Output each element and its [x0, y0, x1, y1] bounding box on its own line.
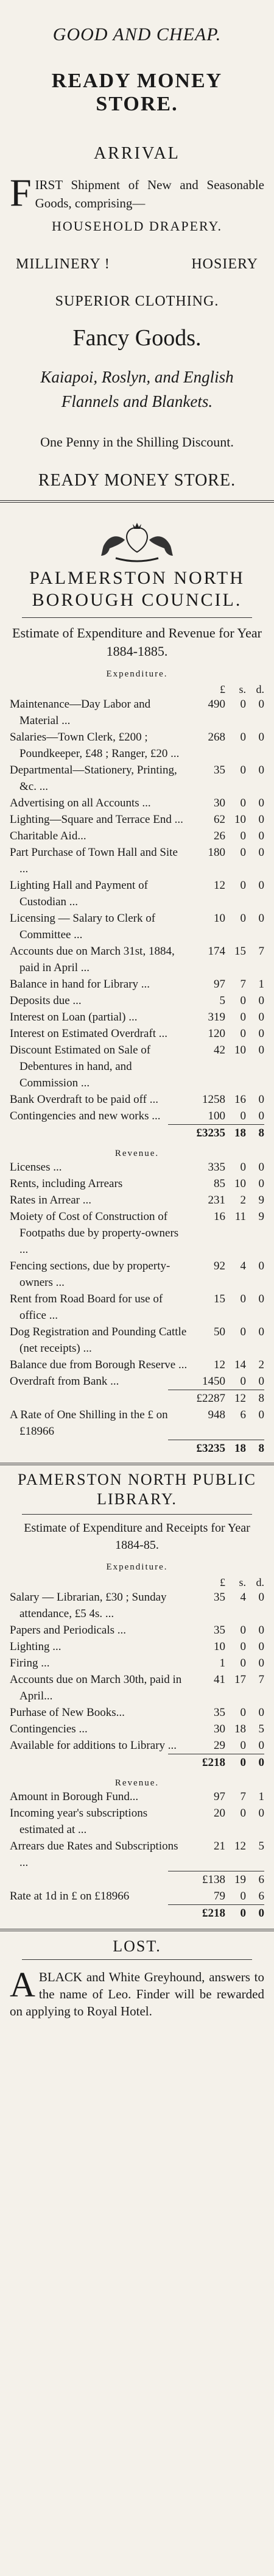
library-estimate	[10, 1470, 264, 1921]
pence-cell: 0	[258, 1326, 264, 1338]
shillings-cell: 0	[240, 1027, 246, 1040]
subtotal-pounds: £2287	[196, 1392, 225, 1405]
table-row	[10, 1091, 264, 1108]
shillings-cell: 0	[240, 994, 246, 1007]
pence-cell: 1	[258, 1790, 264, 1803]
table-row	[10, 992, 264, 1009]
library-subtitle: Estimate of Expenditure and Receipts for Year 1884-85.	[24, 1521, 250, 1552]
pounds-cell: 1258	[202, 1093, 225, 1106]
first-shipment-body: IRST Shipment of New and Seasonable Goods, comprising—	[35, 178, 264, 210]
total-pence: 8	[258, 1127, 264, 1139]
pence-cell: 0	[258, 1375, 264, 1388]
pounds-cell: 1	[219, 1657, 225, 1670]
shillings-cell: 0	[240, 1326, 246, 1338]
table-row	[10, 1009, 264, 1025]
row-label: Purhase of New Books...	[10, 1706, 125, 1719]
shillings-cell: 0	[240, 797, 246, 809]
pounds-cell: 10	[214, 912, 225, 925]
table-row	[10, 1192, 264, 1208]
subtotal-shillings: 19	[234, 1873, 246, 1886]
pounds-cell: 62	[214, 813, 225, 826]
pence-header: d.	[256, 1576, 264, 1588]
council-subtitle: Estimate of Expenditure and Revenue for Year 1884-1885.	[12, 625, 262, 659]
pence-cell: 0	[258, 1591, 264, 1604]
library-revenue-heading: Revenue.	[114, 1778, 160, 1788]
total-pounds: £3235	[196, 1127, 225, 1139]
revenue-total-row	[10, 1440, 264, 1457]
pounds-cell: 100	[208, 1110, 225, 1122]
pounds-cell: 268	[208, 731, 225, 744]
row-label: Rent from Road Board for use of office ...	[10, 1293, 163, 1322]
row-label: Salary — Librarian, £30 ; Sunday attendance, £5 4s. ...	[10, 1591, 167, 1620]
row-label: Contingencies and new works ...	[10, 1110, 161, 1122]
shillings-cell: 17	[234, 1673, 246, 1686]
shillings-cell: 11	[234, 1210, 246, 1223]
pounds-cell: 180	[208, 846, 225, 859]
council-title: PALMERSTON NORTH BOROUGH COUNCIL.	[29, 568, 245, 610]
row-label: Bank Overdraft to be paid off ...	[10, 1093, 158, 1106]
coat-of-arms-icon	[91, 522, 183, 563]
row-label: Available for additions to Library ...	[10, 1739, 177, 1752]
table-row	[10, 1838, 264, 1871]
rate-pence: 6	[258, 1890, 264, 1903]
row-label: Firing ...	[10, 1657, 50, 1670]
row-label: Balance due from Borough Reserve ...	[10, 1358, 188, 1371]
shillings-cell: 0	[240, 1640, 246, 1653]
pence-cell: 0	[258, 830, 264, 842]
pounds-cell: 92	[214, 1260, 225, 1272]
row-label: Fencing sections, due by property-owners ...	[10, 1260, 170, 1289]
drop-cap: F	[10, 171, 32, 214]
table-row	[10, 828, 264, 844]
revenue-total-pounds: £218	[202, 1907, 225, 1920]
row-label: Arrears due Rates and Subscriptions ...	[10, 1840, 178, 1869]
shillings-cell: 0	[240, 1706, 246, 1719]
shillings-cell: 14	[234, 1358, 246, 1371]
shillings-cell: 7	[240, 1790, 246, 1803]
shillings-cell: 0	[240, 879, 246, 892]
pounds-cell: 42	[214, 1044, 225, 1057]
shillings-cell: 0	[240, 912, 246, 925]
revenue-total-pence: 0	[258, 1907, 264, 1920]
household-drapery: HOUSEHOLD DRAPERY.	[51, 218, 223, 234]
table-row	[10, 1025, 264, 1042]
shillings-cell: 0	[240, 1161, 246, 1174]
lost-heading: LOST.	[113, 1937, 161, 1955]
pounds-cell: 5	[219, 994, 225, 1007]
millinery-label: MILLINERY !	[16, 256, 110, 272]
rate-label: A Rate of One Shilling in the £ on £18966	[10, 1408, 168, 1438]
library-revenue-total	[10, 1905, 264, 1921]
library-rate-row	[10, 1888, 264, 1904]
council-revenue-table	[10, 1159, 264, 1390]
superior-clothing: SUPERIOR CLOTHING.	[55, 293, 219, 309]
pence-cell: 0	[258, 1640, 264, 1653]
pence-header: d.	[256, 683, 264, 695]
shillings-cell: 0	[240, 1624, 246, 1637]
row-label: Lighting Hall and Payment of Custodian ...	[10, 879, 148, 908]
shillings-header: s.	[239, 1576, 246, 1588]
table-row	[10, 1175, 264, 1192]
row-label: Rents, including Arrears	[10, 1177, 123, 1190]
title-rule	[22, 617, 252, 618]
lost-text	[10, 1965, 264, 2020]
row-label: Deposits due ...	[10, 994, 82, 1007]
table-row	[10, 795, 264, 811]
row-label: Departmental—Stationery, Printing, &c. ...	[10, 764, 177, 793]
pence-cell: 0	[258, 1260, 264, 1272]
table-row	[10, 1737, 264, 1754]
pounds-cell: 15	[214, 1293, 225, 1305]
revenue-subtotal-row	[10, 1390, 264, 1407]
row-label: Lighting—Square and Terrace End ...	[10, 813, 183, 826]
pence-cell: 0	[258, 1739, 264, 1752]
pence-cell: 0	[258, 1011, 264, 1024]
shillings-cell: 10	[234, 1044, 246, 1057]
table-row	[10, 729, 264, 762]
title-rule	[22, 1514, 252, 1515]
ad-headline: GOOD AND CHEAP.	[52, 24, 222, 45]
pounds-cell: 16	[214, 1210, 225, 1223]
row-label: Interest on Estimated Overdraft ...	[10, 1027, 168, 1040]
table-row	[10, 811, 264, 828]
discount-line: One Penny in the Shilling Discount.	[40, 434, 234, 450]
table-row	[10, 1589, 264, 1622]
shillings-cell: 10	[234, 813, 246, 826]
heading-rule	[22, 1959, 252, 1960]
library-title: PAMERSTON NORTH PUBLIC LIBRARY.	[17, 1471, 257, 1508]
library-expenditure-heading: Expenditure.	[106, 1562, 168, 1572]
council-expenditure-table	[10, 696, 264, 1124]
table-row	[10, 1638, 264, 1655]
table-row	[10, 1805, 264, 1838]
pounds-cell: 120	[208, 1027, 225, 1040]
row-label: Interest on Loan (partial) ...	[10, 1011, 138, 1024]
pence-cell: 1	[258, 978, 264, 991]
library-expenditure-total	[10, 1754, 264, 1771]
row-label: Rates in Arrear ...	[10, 1194, 92, 1207]
pounds-cell: 97	[214, 978, 225, 991]
pence-cell: 9	[258, 1194, 264, 1207]
ready-money-store-ad	[10, 0, 264, 490]
pence-cell: 0	[258, 1177, 264, 1190]
row-label: Charitable Aid...	[10, 830, 86, 842]
store-name: READY MONEY STORE.	[51, 70, 223, 115]
revenue-total-pounds: £3235	[196, 1442, 225, 1455]
table-row	[10, 1042, 264, 1091]
pence-cell: 0	[258, 912, 264, 925]
lost-notice	[10, 1937, 264, 2020]
pounds-cell: 12	[214, 879, 225, 892]
row-label: Incoming year's subscriptions estimated at ...	[10, 1807, 148, 1836]
table-row	[10, 1291, 264, 1324]
table-row	[10, 910, 264, 943]
row-label: Accounts due on March 31st, 1884, paid in April ...	[10, 945, 175, 974]
shillings-cell: 0	[240, 1739, 246, 1752]
subtotal-pence: 6	[258, 1873, 264, 1886]
section-divider	[0, 1463, 274, 1465]
row-label: Maintenance—Day Labor and Material ...	[10, 698, 151, 727]
pence-cell: 0	[258, 1706, 264, 1719]
pence-cell: 0	[258, 813, 264, 826]
currency-header	[10, 1576, 264, 1589]
shillings-cell: 0	[240, 1375, 246, 1388]
revenue-heading: Revenue.	[114, 1149, 160, 1158]
pence-cell: 7	[258, 945, 264, 958]
library-expenditure-table	[10, 1589, 264, 1754]
shillings-cell: 4	[240, 1260, 246, 1272]
pounds-header: £	[220, 683, 225, 695]
pounds-cell: 35	[214, 764, 225, 777]
pence-cell: 5	[258, 1723, 264, 1735]
pounds-cell: 335	[208, 1161, 225, 1174]
table-row	[10, 1671, 264, 1704]
table-row	[10, 762, 264, 795]
shillings-cell: 4	[240, 1591, 246, 1604]
pounds-cell: 85	[214, 1177, 225, 1190]
shillings-cell: 2	[240, 1194, 246, 1207]
row-label: Licenses ...	[10, 1161, 62, 1174]
rate-shillings: 0	[240, 1890, 246, 1903]
rate-pounds: 948	[208, 1408, 225, 1421]
table-row	[10, 1357, 264, 1373]
shillings-cell: 0	[240, 1011, 246, 1024]
row-label: Accounts due on March 30th, paid in April...	[10, 1673, 182, 1702]
pence-cell: 5	[258, 1840, 264, 1853]
pence-cell: 0	[258, 731, 264, 744]
pounds-cell: 21	[214, 1840, 225, 1853]
pounds-cell: 231	[208, 1194, 225, 1207]
store-name-footer: READY MONEY STORE.	[38, 471, 236, 490]
row-label: Papers and Periodicals ...	[10, 1624, 127, 1637]
table-row	[10, 844, 264, 877]
row-label: Advertising on all Accounts ...	[10, 797, 151, 809]
pounds-cell: 490	[208, 698, 225, 711]
pounds-header: £	[220, 1576, 225, 1588]
row-label: Moiety of Cost of Construction of Footpaths due by property-owners ...	[10, 1210, 179, 1256]
rate-label: Rate at 1d in £ on £18966	[10, 1890, 130, 1903]
pence-cell: 0	[258, 1624, 264, 1637]
subtotal-shillings: 12	[234, 1392, 246, 1405]
hosiery-label: HOSIERY	[191, 256, 258, 272]
shillings-header: s.	[239, 683, 246, 695]
shillings-cell: 0	[240, 764, 246, 777]
pence-cell: 0	[258, 1807, 264, 1820]
pence-cell: 0	[258, 846, 264, 859]
rate-pounds: 79	[214, 1890, 225, 1903]
pounds-cell: 20	[214, 1807, 225, 1820]
row-label: Amount in Borough Fund...	[10, 1790, 139, 1803]
currency-header	[10, 683, 264, 696]
row-label: Part Purchase of Town Hall and Site ...	[10, 846, 178, 875]
council-estimate	[10, 567, 264, 1457]
table-row	[10, 1622, 264, 1638]
shillings-cell: 7	[240, 978, 246, 991]
table-row	[10, 1108, 264, 1124]
pounds-cell: 35	[214, 1591, 225, 1604]
table-row	[10, 1655, 264, 1671]
pounds-cell: 1450	[202, 1375, 225, 1388]
table-row	[10, 1208, 264, 1258]
revenue-total-shillings: 0	[240, 1907, 246, 1920]
table-row	[10, 1324, 264, 1357]
fancy-goods: Fancy Goods.	[72, 325, 202, 351]
shillings-cell: 0	[240, 830, 246, 842]
row-label: Contingencies ...	[10, 1723, 88, 1735]
expenditure-heading: Expenditure.	[106, 669, 168, 679]
pounds-cell: 174	[208, 945, 225, 958]
shillings-cell: 0	[240, 731, 246, 744]
total-pounds: £218	[202, 1756, 225, 1769]
table-row	[10, 976, 264, 992]
pounds-cell: 26	[214, 830, 225, 842]
row-label: Lighting ...	[10, 1640, 61, 1653]
shillings-cell: 0	[240, 1657, 246, 1670]
pence-cell: 0	[258, 698, 264, 711]
section-divider	[0, 1929, 274, 1931]
shillings-cell: 12	[234, 1840, 246, 1853]
pounds-cell: 29	[214, 1739, 225, 1752]
total-shillings: 0	[240, 1756, 246, 1769]
pence-cell: 0	[258, 1657, 264, 1670]
library-revenue-subtotal	[10, 1871, 264, 1888]
lost-body: BLACK and White Greyhound, answers to the name of Leo. Finder will be rewarded on applying to Royal Hotel.	[10, 1970, 264, 2018]
shillings-cell: 16	[234, 1093, 246, 1106]
pence-cell: 2	[258, 1358, 264, 1371]
pence-cell: 0	[258, 1293, 264, 1305]
shillings-cell: 0	[240, 1110, 246, 1122]
pounds-cell: 30	[214, 797, 225, 809]
pence-cell: 0	[258, 1044, 264, 1057]
shillings-cell: 0	[240, 1293, 246, 1305]
table-row	[10, 1721, 264, 1737]
total-pence: 0	[258, 1756, 264, 1769]
subtotal-pence: 8	[258, 1392, 264, 1405]
pence-cell: 0	[258, 764, 264, 777]
row-label: Discount Estimated on Sale of Debentures in hand, and Commission ...	[10, 1044, 151, 1089]
pounds-cell: 41	[214, 1673, 225, 1686]
table-row	[10, 943, 264, 976]
pence-cell: 7	[258, 1673, 264, 1686]
pence-cell: 0	[258, 1027, 264, 1040]
pence-cell: 0	[258, 1161, 264, 1174]
pence-cell: 0	[258, 1093, 264, 1106]
flannels-line: Kaiapoi, Roslyn, and English Flannels and Blankets.	[40, 368, 234, 411]
table-row	[10, 1373, 264, 1390]
row-label: Overdraft from Bank ...	[10, 1375, 119, 1388]
table-row	[10, 1258, 264, 1291]
pence-cell: 0	[258, 797, 264, 809]
revenue-total-shillings: 18	[234, 1442, 246, 1455]
revenue-total-pence: 8	[258, 1442, 264, 1455]
pence-cell: 0	[258, 1110, 264, 1122]
table-row	[10, 1788, 264, 1805]
pounds-cell: 35	[214, 1706, 225, 1719]
table-row	[10, 696, 264, 729]
shillings-cell: 18	[234, 1723, 246, 1735]
table-row	[10, 877, 264, 910]
expenditure-total-row	[10, 1125, 264, 1141]
pence-cell: 0	[258, 994, 264, 1007]
arrival-heading: ARRIVAL	[94, 144, 180, 163]
shillings-cell: 0	[240, 846, 246, 859]
shillings-cell: 15	[234, 945, 246, 958]
rate-pence: 0	[258, 1408, 264, 1421]
library-revenue-table	[10, 1788, 264, 1871]
pounds-cell: 10	[214, 1640, 225, 1653]
row-label: Salaries—Town Clerk, £200 ; Poundkeeper, £48 ; Ranger, £20 ...	[10, 731, 180, 760]
drop-cap: A	[10, 1965, 35, 2004]
shillings-cell: 0	[240, 1807, 246, 1820]
pounds-cell: 97	[214, 1790, 225, 1803]
first-shipment-text	[10, 171, 264, 214]
shillings-cell: 0	[240, 698, 246, 711]
table-row	[10, 1704, 264, 1721]
pounds-cell: 30	[214, 1723, 225, 1735]
table-row	[10, 1159, 264, 1175]
row-label: Dog Registration and Pounding Cattle (net receipts) ...	[10, 1326, 187, 1355]
row-label: Balance in hand for Library ...	[10, 978, 150, 991]
pounds-cell: 319	[208, 1011, 225, 1024]
rate-row	[10, 1407, 264, 1440]
pence-cell: 9	[258, 1210, 264, 1223]
millinery-hosiery-line	[10, 256, 264, 273]
pounds-cell: 50	[214, 1326, 225, 1338]
shillings-cell: 10	[234, 1177, 246, 1190]
pounds-cell: 12	[214, 1358, 225, 1371]
rate-shillings: 6	[240, 1408, 246, 1421]
total-shillings: 18	[234, 1127, 246, 1139]
subtotal-pounds: £138	[202, 1873, 225, 1886]
row-label: Licensing — Salary to Clerk of Committee ...	[10, 912, 156, 941]
pence-cell: 0	[258, 879, 264, 892]
section-divider	[0, 500, 274, 503]
pounds-cell: 35	[214, 1624, 225, 1637]
